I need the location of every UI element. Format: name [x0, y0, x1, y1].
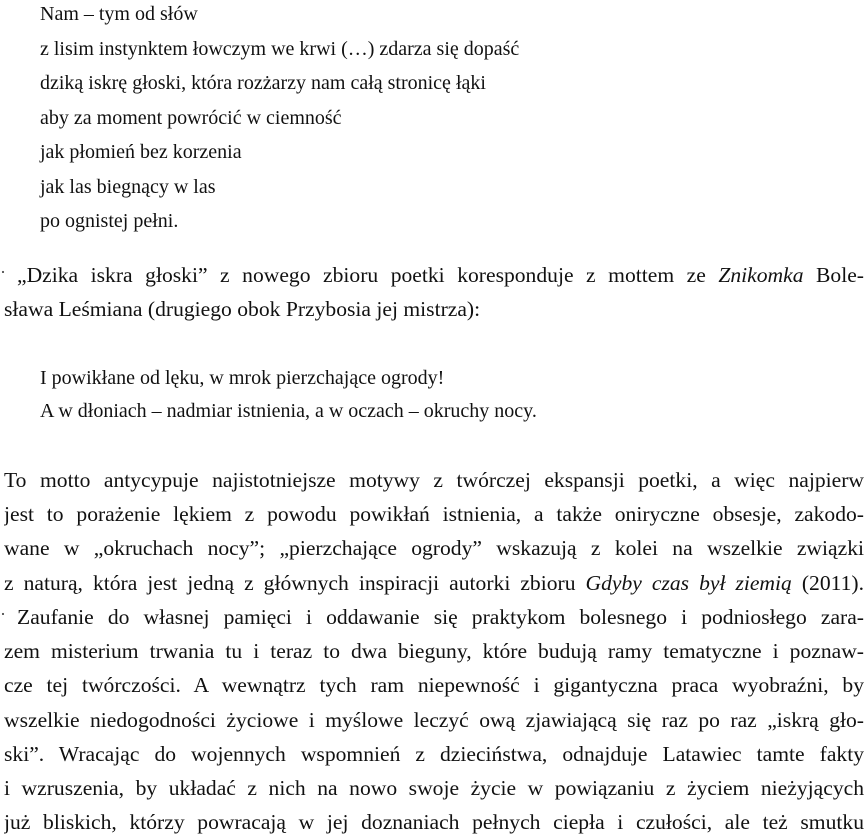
poem-line: jak las biegnący w las — [40, 175, 216, 198]
poem-line: po ognistej pełni. — [40, 210, 179, 232]
motto-line: I powikłane od lęku, w mrok pierzchające ogrody! — [40, 367, 445, 389]
paragraph-line: jest to porażenie lękiem z powodu powikłań istnienia, a także oniryczne obsesje, zakodo- — [4, 502, 864, 527]
paragraph-line: To motto antycypuje najistotniejsze motywy z twórczej ekspansji poetki, a więc najpierw — [4, 468, 864, 492]
paragraph-line — [4, 566, 864, 600]
paragraph-line — [4, 258, 864, 292]
poem-line: z lisim instynktem łowczym we krwi (…) zdarza się dopaść — [40, 37, 520, 60]
text-span: „Dzika iskra głoski” z nowego zbioru poetki koresponduje z mottem ze — [17, 263, 719, 287]
motto-line: A w dłoniach – nadmiar istnienia, a w oczach – okruchy nocy. — [40, 400, 537, 422]
paragraph-line: sława Leśmiana (drugiego obok Przybosia jej mistrza): — [4, 297, 481, 322]
paragraph-line: już bliskich, którzy powracają w jej doznaniach pełnych ciepła i czułości, ale też smutku — [4, 810, 864, 835]
text-span: Bole- — [803, 263, 864, 287]
paragraph-line: ski”. Wracając do wojennych wspomnień z dzieciństwa, odnajduje Latawiec tamte fakty — [4, 741, 864, 766]
motto-quote — [40, 362, 537, 428]
margin-mark: · — [0, 262, 6, 282]
paragraph-line: wane w „okruchach nocy”; „pierzchające ogrody” wskazują z kolei na wszelkie związki — [4, 536, 864, 561]
margin-mark: · — [0, 604, 6, 624]
paragraph-intro — [4, 258, 864, 326]
poem-line: dziką iskrę głoski, która rozżarzy nam całą stronicę łąki — [40, 72, 486, 94]
paragraph-analysis — [4, 463, 864, 600]
paragraph-line: cze tej twórczości. A wewnątrz tych ram niepewność i gigantyczna praca wyobraźni, by — [4, 673, 864, 698]
poem-excerpt — [40, 0, 519, 239]
book-title: Gdyby czas był ziemią — [585, 570, 792, 595]
paragraph-line: Zaufanie do własnej pamięci i oddawanie się praktykom bolesnego i podniosłego zara- — [17, 605, 864, 629]
paragraph-line: zem misterium trwania tu i teraz to dwa bieguny, które budują ramy tematyczne i poznaw- — [4, 639, 864, 664]
text-span: (2011). — [791, 570, 864, 595]
paragraph-memory — [4, 600, 864, 839]
paragraph-line: wszelkie niedogodności życiowe i myślowe leczyć ową zjawiającą się raz po raz „iskrą gło- — [4, 707, 864, 732]
paragraph-line: i wzruszenia, by układać z nich na nowo swoje życie w powiązaniu z życiem nieżyjących — [4, 775, 864, 800]
poem-line: Nam – tym od słów — [40, 3, 198, 25]
book-title: Znikomka — [718, 263, 804, 287]
poem-line: jak płomień bez korzenia — [40, 141, 242, 163]
text-span: z naturą, która jest jedną z głównych inspiracji autorki zbioru — [4, 570, 586, 595]
poem-line: aby za moment powrócić w ciemność — [40, 106, 342, 129]
